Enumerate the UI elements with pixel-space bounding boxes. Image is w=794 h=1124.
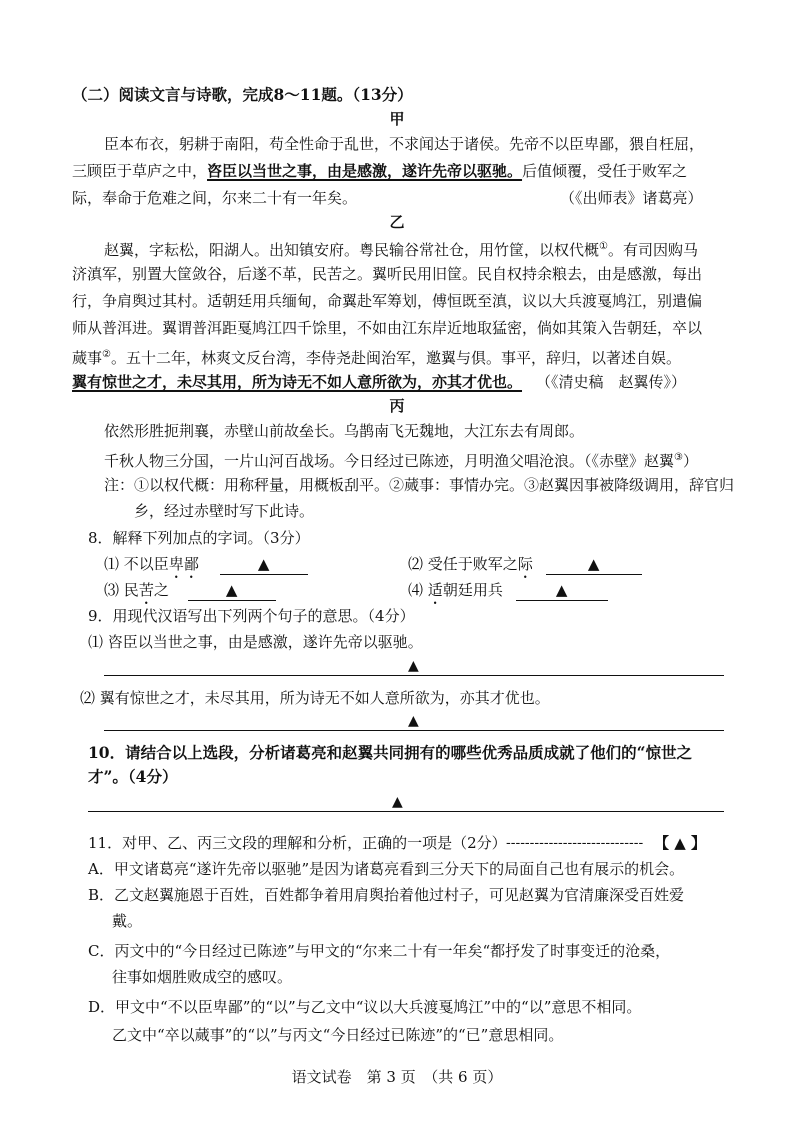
passage-b-line: 师从普洱进。翼谓普洱距戛鸠江四千馀里，不如由江东岸近地取猛密，倘如其策入告朝廷，卒以 xyxy=(72,319,703,337)
passage-a-line: 际，奉命于危难之间，尔来二十有一年矣。 xyxy=(72,189,358,207)
page-footer: 语文试卷 第 3 页 （共 6 页） xyxy=(291,1068,503,1086)
underlined-sentence: 咨臣以当世之事，由是感激，遂许先帝以驱驰。 xyxy=(207,162,523,180)
footnote-mark: ③ xyxy=(674,452,683,463)
passage-b-line: 赵翼，字耘松，阳湖人。出知镇安府。粤民输谷常社仓，用竹筐，以权代概①。有司因购马 xyxy=(104,241,698,259)
q8-stem: 8．解释下列加点的字词。（3分） xyxy=(88,529,310,547)
q11-option-b: 戴。 xyxy=(112,912,143,930)
q11-stem: 11．对甲、乙、丙三文段的理解和分析，正确的一项是（2分） xyxy=(88,834,507,852)
passage-b-line: 济滇军，别置大筐敛谷，后遂不革，民苦之。翼听民用旧筐。民自权持余粮去，由是感激，每出 xyxy=(72,265,703,283)
answer-line[interactable] xyxy=(104,730,724,731)
answer-blank[interactable]: ▲ xyxy=(188,580,276,601)
answer-blank[interactable]: ▲ xyxy=(220,554,308,575)
q10-stem: 10．请结合以上选段，分析诸葛亮和赵翼共同拥有的哪些优秀品质成就了他们的“惊世之 xyxy=(88,743,692,762)
q11-option-d: 乙文中“卒以蒇事”的“以”与丙文“今日经过已陈迹”的“已”意思相同。 xyxy=(112,1026,564,1044)
q11-option-d: D．甲文中“不以臣卑鄙”的“以”与乙文中“议以大兵渡戛鸠江”中的“以”意思不相同。 xyxy=(88,998,642,1016)
underlined-sentence: 翼有惊世之才，未尽其用，所为诗无不如人意所欲为，亦其才优也。 xyxy=(72,373,523,391)
passage-b-title: 乙 xyxy=(389,213,405,231)
answer-mark: ▲ xyxy=(392,794,403,810)
q8-item: ⑷ 适朝廷用兵 ▲ xyxy=(408,579,608,608)
answer-line[interactable] xyxy=(104,675,724,676)
answer-mark: ▲ xyxy=(408,658,419,674)
passage-b-line: 蒇事②。五十二年，林爽文反台湾，李侍尧赴闽治军，邀翼与俱。事平，辞归，以著述自娱。 xyxy=(72,349,681,367)
q11-option-a: A．甲文诸葛亮“遂许先帝以驱驰”是因为诸葛亮看到三分天下的局面自己也有展示的机会。 xyxy=(88,860,685,878)
poem-line: 依然形胜扼荆襄，赤壁山前故垒长。乌鹊南飞无魏地，大江东去有周郎。 xyxy=(104,422,585,440)
passage-a-line: 臣本布衣，躬耕于南阳，苟全性命于乱世，不求闻达于诸侯。先帝不以臣卑鄙，猥自枉屈， xyxy=(104,135,705,153)
q9-sentence-1: ⑴ 咨臣以当世之事，由是感激，遂许先帝以驱驰。 xyxy=(88,633,423,651)
passage-b-line: 行，争肩舆过其村。适朝廷用兵缅甸，命翼赴军筹划，傅恒既至滇，议以大兵渡戛鸠江，别遣偏 xyxy=(72,292,703,310)
passage-b-source: （《清史稿 赵翼传》） xyxy=(536,373,687,391)
q11-option-c: C．丙文中的“今日经过已陈迹”与甲文的“尔来二十有一年矣“都抒发了时事变迁的沧桑， xyxy=(88,942,671,960)
passage-b-line xyxy=(72,371,522,393)
q9-stem: 9．用现代汉语写出下列两个句子的意思。（4分） xyxy=(88,607,415,625)
q11-option-b: B．乙文赵翼施恩于百姓，百姓都争着用肩舆抬着他过村子，可见赵翼为官清廉深受百姓爱 xyxy=(88,886,685,904)
q8-item: ⑵ 受任于败军之际 ▲ xyxy=(408,553,642,582)
passage-c-title: 丙 xyxy=(389,397,405,415)
answer-blank[interactable]: ▲ xyxy=(516,580,608,601)
poem-line: 千秋人物三分国，一片山河百战场。今日经过已陈迹，月明渔父唱沧浪。（《赤壁》赵翼③） xyxy=(104,452,698,470)
q10-stem: 才”。（4分） xyxy=(88,767,178,786)
q11-option-c: 往事如烟胜败成空的感叹。 xyxy=(112,968,293,986)
footnote-mark: ① xyxy=(599,241,608,252)
answer-blank[interactable]: ▲ xyxy=(546,554,642,575)
passage-a-title: 甲 xyxy=(389,110,405,128)
notes-line: 注：①以权代概：用称秤量，用概板刮平。②蒇事：事情办完。③赵翼因事被降级调用，辞官归 xyxy=(104,476,735,494)
q8-item: ⑶ 民苦之 ▲ xyxy=(104,579,276,608)
q11-answer-bracket[interactable]: 【 ▲ 】 xyxy=(654,834,706,852)
q11-dashes: ----------------------------- xyxy=(506,835,644,851)
answer-mark: ▲ xyxy=(408,713,419,729)
q9-sentence-2: ⑵ 翼有惊世之才，未尽其用，所为诗无不如人意所欲为，亦其才优也。 xyxy=(80,689,550,707)
q8-item: ⑴ 不以臣卑鄙 ▲ xyxy=(104,553,308,582)
notes-line: 乡，经过赤壁时写下此诗。 xyxy=(134,502,315,520)
passage-a-line: 三顾臣于草庐之中，咨臣以当世之事，由是感激，遂许先帝以驱驰。后值倾覆，受任于败军之 xyxy=(72,162,688,180)
answer-line[interactable] xyxy=(88,811,724,812)
section-heading: （二）阅读文言与诗歌，完成8～11题。（13分） xyxy=(72,85,413,104)
footnote-mark: ② xyxy=(102,349,111,360)
passage-a-source: （《出师表》诸葛亮） xyxy=(560,189,703,207)
